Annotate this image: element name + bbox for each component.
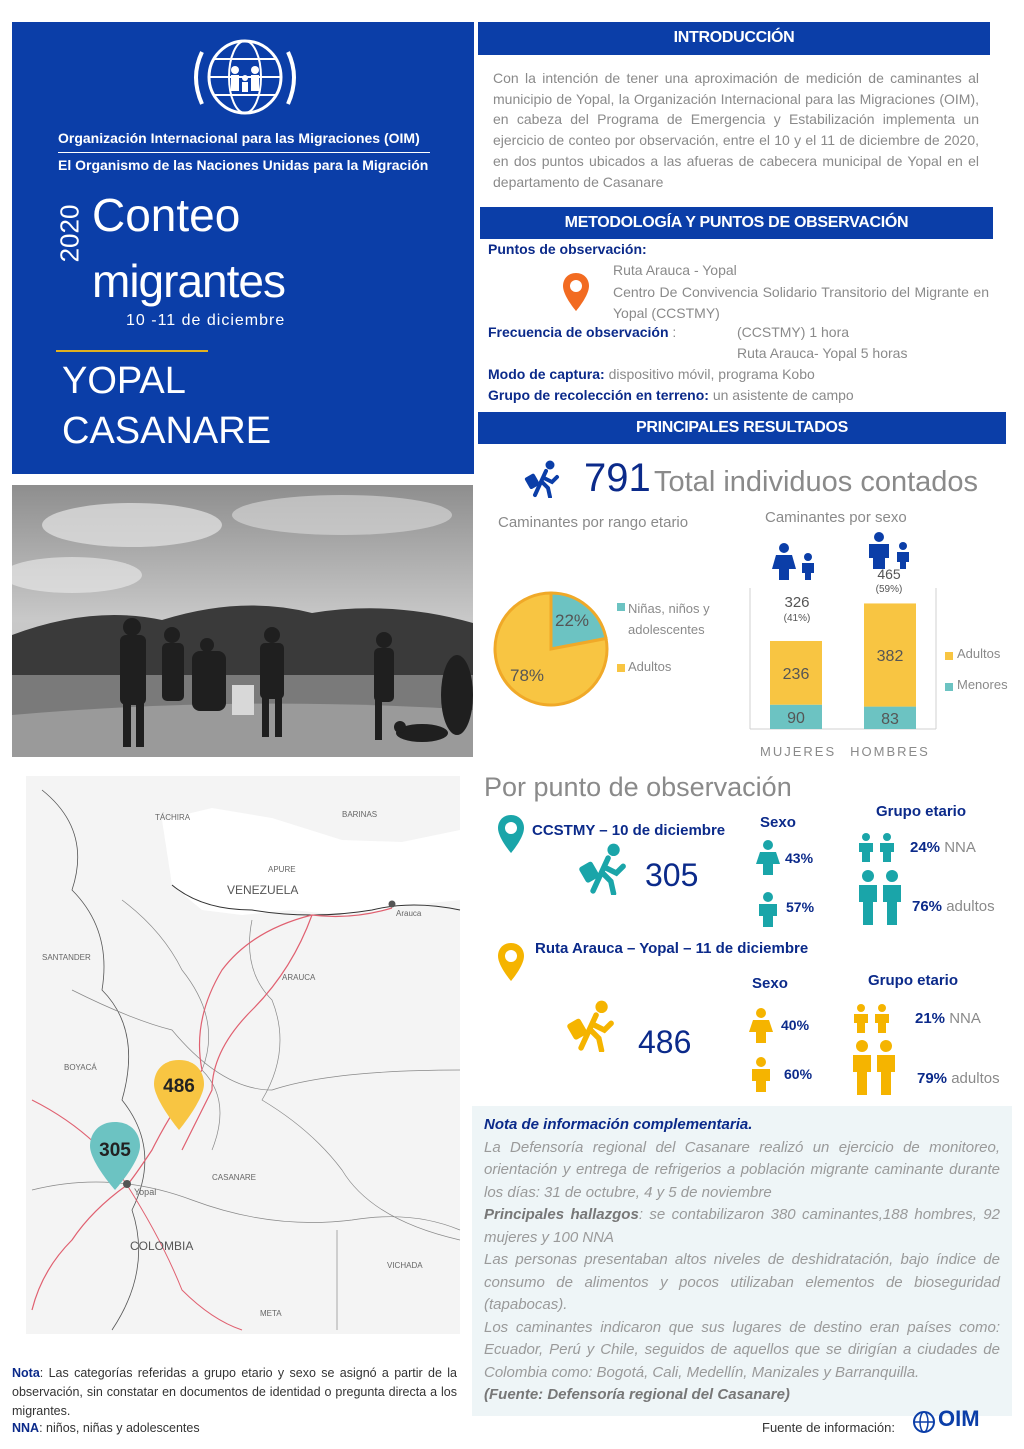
p2-count: 486 [638, 1024, 692, 1060]
map-label-meta: META [260, 1309, 282, 1318]
p1-children-icon [856, 833, 898, 863]
nota-hallazgos: Principales hallazgos: se contabilizaron 380 caminantes,188 hombres, 92 mujeres y 100 NNA [484, 1206, 1000, 1246]
pie-legend-nna: Niñas, niños y adolescentes [628, 601, 710, 637]
p1-walker-icon [578, 843, 630, 895]
hombres-total: 465 [877, 566, 901, 582]
frecuencia2-text: Ruta Arauca- Yopal 5 horas [737, 345, 908, 361]
frecuencia1-text: (CCSTMY) 1 hora [737, 324, 850, 340]
p1-female-pct: 43% [785, 850, 814, 866]
p2-title: Ruta Arauca – Yopal – 11 de diciembre [535, 940, 809, 957]
map-label-apure: APURE [268, 865, 296, 874]
p2-adults-icon [850, 1040, 898, 1096]
intro-text: Con la intención de tener una aproximación de medición de caminantes al municipio de Yopal, la Organización Internacional para las Migraciones (OIM), en cabeza del Programa de Emergencia y Estabilización implementa un ejercicio de conteo por observación, entre el 10 y el 11 de diciembre de 2020, en dos puntos ubicados a las afueras de cabecera municipal de Yopal en el departamento de Casanare [493, 70, 979, 190]
bar-label-hombres: HOMBRES [850, 744, 930, 759]
map-label-vichada: VICHADA [387, 1261, 423, 1270]
p1-male-icon [755, 892, 781, 928]
map-marker-yellow-label: 486 [163, 1076, 195, 1097]
region-map [12, 770, 464, 1338]
woman-child-icon [770, 543, 820, 581]
gold-rule [56, 350, 208, 352]
p1-female-icon [755, 840, 781, 876]
map-label-santander: SANTANDER [42, 953, 91, 962]
p1-nna: 24% NNA [910, 839, 976, 856]
yellow-pin-icon [497, 942, 525, 982]
mujeres-total: 326 [784, 594, 810, 611]
bar-label-mujeres: MUJERES [760, 744, 837, 759]
map-label-arauca: ARAUCA [282, 973, 316, 982]
footer-nna: NNA: niños, niñas y adolescentes [12, 1421, 200, 1435]
location-pin-icon [562, 272, 590, 312]
sex-bar-chart [748, 586, 938, 731]
org-line2: El Organismo de las Naciones Unidas para la Migración [58, 157, 429, 173]
mujeres-pct: (41%) [783, 613, 811, 624]
grupo-recoleccion: Grupo de recolección en terreno: un asistente de campo [488, 387, 854, 403]
header-divider [58, 152, 430, 153]
total-label: Total individuos contados [654, 466, 979, 498]
total-count: 791 [584, 456, 651, 500]
p1-adults: 76% adultos [912, 898, 995, 915]
p2-adults: 79% adultos [917, 1070, 1000, 1087]
nota-p2: Las personas presentaban altos niveles de deshidratación, bajo índice de consumo de alimentos y pocos utilizaban elementos de bioseguridad (tapabocas). [484, 1251, 1000, 1313]
p1-adults-icon [856, 870, 904, 926]
bar-value-label: 83 [881, 710, 899, 728]
map-label-casanare: CASANARE [212, 1173, 257, 1182]
edad-chart-title: Caminantes por rango etario [498, 514, 689, 531]
header-city: YOPAL [62, 360, 186, 402]
p2-female-pct: 40% [781, 1017, 810, 1033]
metodologia-heading: METODOLOGÍA Y PUNTOS DE OBSERVACIÓN [480, 207, 993, 239]
pie-legend-adultos: Adultos [628, 659, 672, 674]
page-title-line1: Conteo [92, 189, 241, 241]
map-label-yopal: Yopal [134, 1187, 157, 1197]
header-region: CASANARE [62, 410, 272, 452]
map-label-boyaca: BOYACÁ [64, 1063, 97, 1072]
map-label-colombia: COLOMBIA [130, 1239, 194, 1253]
puntos-label: Puntos de observación: [488, 241, 647, 257]
punto1-text: Ruta Arauca - Yopal [613, 262, 737, 278]
walking-person-icon [524, 460, 562, 498]
bar-legend-menores-swatch [945, 683, 953, 691]
nota-heading: Nota de información complementaria. [484, 1116, 753, 1133]
p2-sexo-label: Sexo [752, 975, 788, 992]
bar-value-label: 382 [876, 648, 904, 666]
footer-nota: Nota: Las categorías referidas a grupo etario y sexo se asignó a partir de la observación, sin constatar en documentos de identidad o pregunta directa a los migrantes. [12, 1366, 457, 1418]
org-line1: Organización Internacional para las Migraciones (OIM) [58, 130, 420, 146]
p2-nna: 21% NNA [915, 1010, 981, 1027]
p2-walker-icon [566, 1000, 618, 1052]
bar-value-label: 90 [787, 709, 805, 727]
header-dates: 10 -11 de diciembre [126, 312, 286, 329]
p1-grupo-label: Grupo etario [876, 803, 967, 820]
nota-p1: La Defensoría regional del Casanare realizó un ejercicio de monitoreo, orientación y entrega de refrigerios a población migrante caminante durante los días: 31 de octubre, 4 y 5 de noviembre [484, 1138, 1000, 1201]
pie-legend-adult-swatch [617, 664, 625, 672]
map-label-arauca-city: Arauca [396, 909, 422, 918]
teal-pin-icon [497, 814, 525, 854]
p2-grupo-label: Grupo etario [868, 972, 959, 989]
nota-content [484, 1114, 1000, 1407]
nota-fuente: (Fuente: Defensoría regional del Casanare) [484, 1386, 790, 1403]
p2-children-icon [851, 1004, 893, 1034]
migrants-photo [12, 485, 473, 757]
oim-logo-icon [190, 32, 300, 122]
sexo-chart-title: Caminantes por sexo [765, 509, 907, 526]
frecuencia-label: Frecuencia de observación : [488, 324, 677, 340]
bar-value-label: 236 [782, 665, 810, 683]
page-title-line2: migrantes [92, 255, 285, 307]
map-label-barinas: BARINAS [342, 810, 378, 819]
pie-label-adultos: 78% [510, 666, 545, 685]
punto2-text: Centro De Convivencia Solidario Transitorio del Migrante en Yopal (CCSTMY) [613, 284, 989, 321]
nota-p3: Los caminantes indicaron que sus lugares de destino eran países como: Ecuador, Perú y Chile, seguidos de aquellos que se dirigían a ciudades de Colombia como: Bogotá, Cali, Medellín, Manizales y Barranquilla. [484, 1318, 1000, 1381]
map-label-venezuela: VENEZUELA [227, 883, 299, 897]
bar-legend-adult-swatch [945, 652, 953, 660]
map-label-tachira: TÁCHIRA [155, 813, 191, 822]
modo-captura: Modo de captura: dispositivo móvil, programa Kobo [488, 366, 815, 382]
bar-legend-adultos: Adultos [957, 646, 1001, 661]
man-child-icon [865, 532, 915, 570]
p2-male-pct: 60% [784, 1066, 813, 1082]
p1-title: CCSTMY – 10 de diciembre [532, 822, 726, 839]
footer-oim-logo: OIM [938, 1406, 980, 1431]
map-marker-teal-label: 305 [99, 1140, 131, 1161]
header-year: 2020 [54, 204, 85, 263]
resultados-heading: PRINCIPALES RESULTADOS [478, 412, 1006, 444]
p1-sexo-label: Sexo [760, 814, 796, 831]
age-pie-chart [490, 588, 612, 710]
pie-label-nna: 22% [555, 611, 590, 630]
p1-male-pct: 57% [786, 899, 815, 915]
punto-obs-heading: Por punto de observación [484, 772, 792, 802]
intro-heading: INTRODUCCIÓN [478, 22, 990, 55]
footer-oim-globe-icon [912, 1410, 936, 1434]
bar-legend-menores: Menores [957, 677, 1008, 692]
p2-male-icon [748, 1057, 774, 1093]
hombres-pct: (59%) [875, 584, 903, 595]
footer-fuente-label: Fuente de información: [762, 1420, 895, 1435]
p1-count: 305 [645, 857, 699, 893]
p2-female-icon [748, 1008, 774, 1044]
pie-legend-nna-swatch [617, 603, 625, 611]
